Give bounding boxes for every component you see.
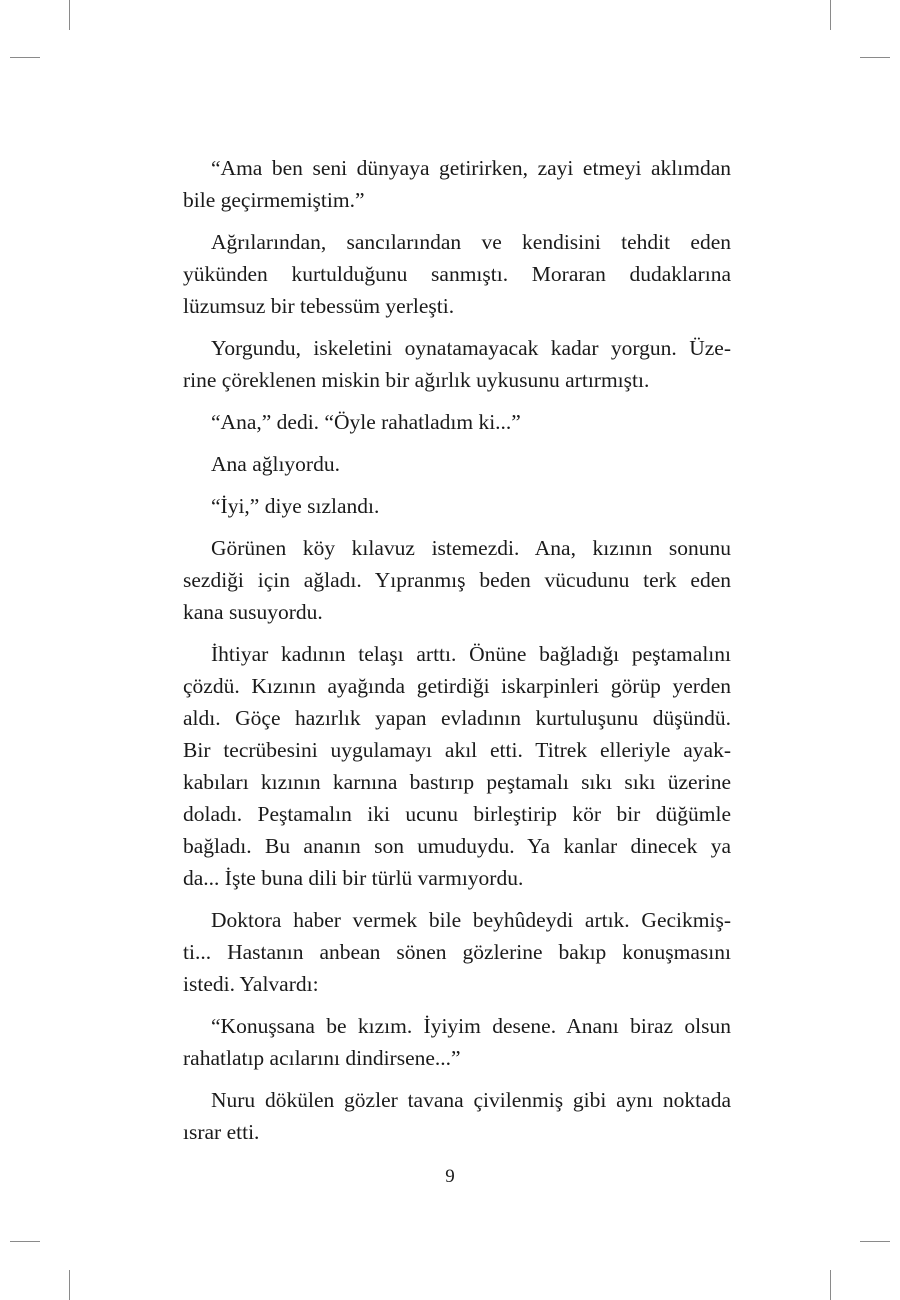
text-line: bağladı. Bu ananın son umuduydu. Ya kanlar dinecek ya bbox=[183, 834, 731, 858]
crop-mark-right-top bbox=[860, 57, 890, 58]
crop-mark-left-bottom bbox=[10, 1241, 40, 1242]
paragraph bbox=[183, 490, 731, 522]
text-line: Görünen köy kılavuz istemezdi. Ana, kızının sonunu bbox=[211, 536, 731, 560]
crop-mark-bottom-right bbox=[830, 1270, 831, 1300]
paragraph bbox=[183, 226, 731, 322]
body-text bbox=[183, 152, 731, 1158]
paragraph bbox=[183, 332, 731, 396]
paragraph bbox=[183, 1010, 731, 1074]
crop-mark-top-left bbox=[69, 0, 70, 30]
paragraph bbox=[183, 1084, 731, 1148]
text-line: Bir tecrübesini uygulamayı akıl etti. Titrek elleriyle ayak- bbox=[183, 738, 731, 762]
text-line: rahatlatıp acılarını dindirsene...” bbox=[183, 1046, 461, 1070]
text-line: “İyi,” diye sızlandı. bbox=[211, 494, 380, 518]
text-line: sezdiği için ağladı. Yıpranmış beden vücudunu terk eden bbox=[183, 568, 731, 592]
paragraph bbox=[183, 406, 731, 438]
text-line: yükünden kurtulduğunu sanmıştı. Moraran dudaklarına bbox=[183, 262, 731, 286]
text-line: ısrar etti. bbox=[183, 1120, 260, 1144]
text-line: çözdü. Kızının ayağında getirdiği iskarpinleri görüp yerden bbox=[183, 674, 731, 698]
crop-mark-bottom-left bbox=[69, 1270, 70, 1300]
crop-mark-left-top bbox=[10, 57, 40, 58]
text-line: istedi. Yalvardı: bbox=[183, 972, 319, 996]
text-line: “Ama ben seni dünyaya getirirken, zayi etmeyi aklımdan bbox=[211, 156, 731, 180]
text-line: İhtiyar kadının telaşı arttı. Önüne bağladığı peştamalını bbox=[211, 642, 731, 666]
text-line: da... İşte buna dili bir türlü varmıyordu. bbox=[183, 866, 524, 890]
text-line: ti... Hastanın anbean sönen gözlerine bakıp konuşmasını bbox=[183, 940, 731, 964]
page-number: 9 bbox=[445, 1166, 455, 1187]
text-line: Ağrılarından, sancılarından ve kendisini tehdit eden bbox=[211, 230, 731, 254]
paragraph bbox=[183, 152, 731, 216]
crop-mark-right-bottom bbox=[860, 1241, 890, 1242]
text-line: “Konuşsana be kızım. İyiyim desene. Ananı biraz olsun bbox=[211, 1014, 731, 1038]
text-line: kana susuyordu. bbox=[183, 600, 323, 624]
text-line: Ana ağlıyordu. bbox=[211, 452, 340, 476]
text-line: bile geçirmemiştim.” bbox=[183, 188, 365, 212]
paragraph bbox=[183, 638, 731, 894]
text-line: doladı. Peştamalın iki ucunu birleştirip kör bir düğümle bbox=[183, 802, 731, 826]
text-line: kabıları kızının karnına bastırıp peştamalı sıkı sıkı üzerine bbox=[183, 770, 731, 794]
text-line: “Ana,” dedi. “Öyle rahatladım ki...” bbox=[211, 410, 521, 434]
text-line: Nuru dökülen gözler tavana çivilenmiş gibi aynı noktada bbox=[211, 1088, 731, 1112]
crop-mark-top-right bbox=[830, 0, 831, 30]
text-line: Doktora haber vermek bile beyhûdeydi artık. Gecikmiş- bbox=[211, 908, 731, 932]
text-line: rine çöreklenen miskin bir ağırlık uykusunu artırmıştı. bbox=[183, 368, 650, 392]
text-line: Yorgundu, iskeletini oynatamayacak kadar yorgun. Üze- bbox=[211, 336, 731, 360]
paragraph bbox=[183, 904, 731, 1000]
text-line: lüzumsuz bir tebessüm yerleşti. bbox=[183, 294, 455, 318]
paragraph bbox=[183, 532, 731, 628]
paragraph bbox=[183, 448, 731, 480]
text-line: aldı. Göçe hazırlık yapan evladının kurtuluşunu düşündü. bbox=[183, 706, 731, 730]
